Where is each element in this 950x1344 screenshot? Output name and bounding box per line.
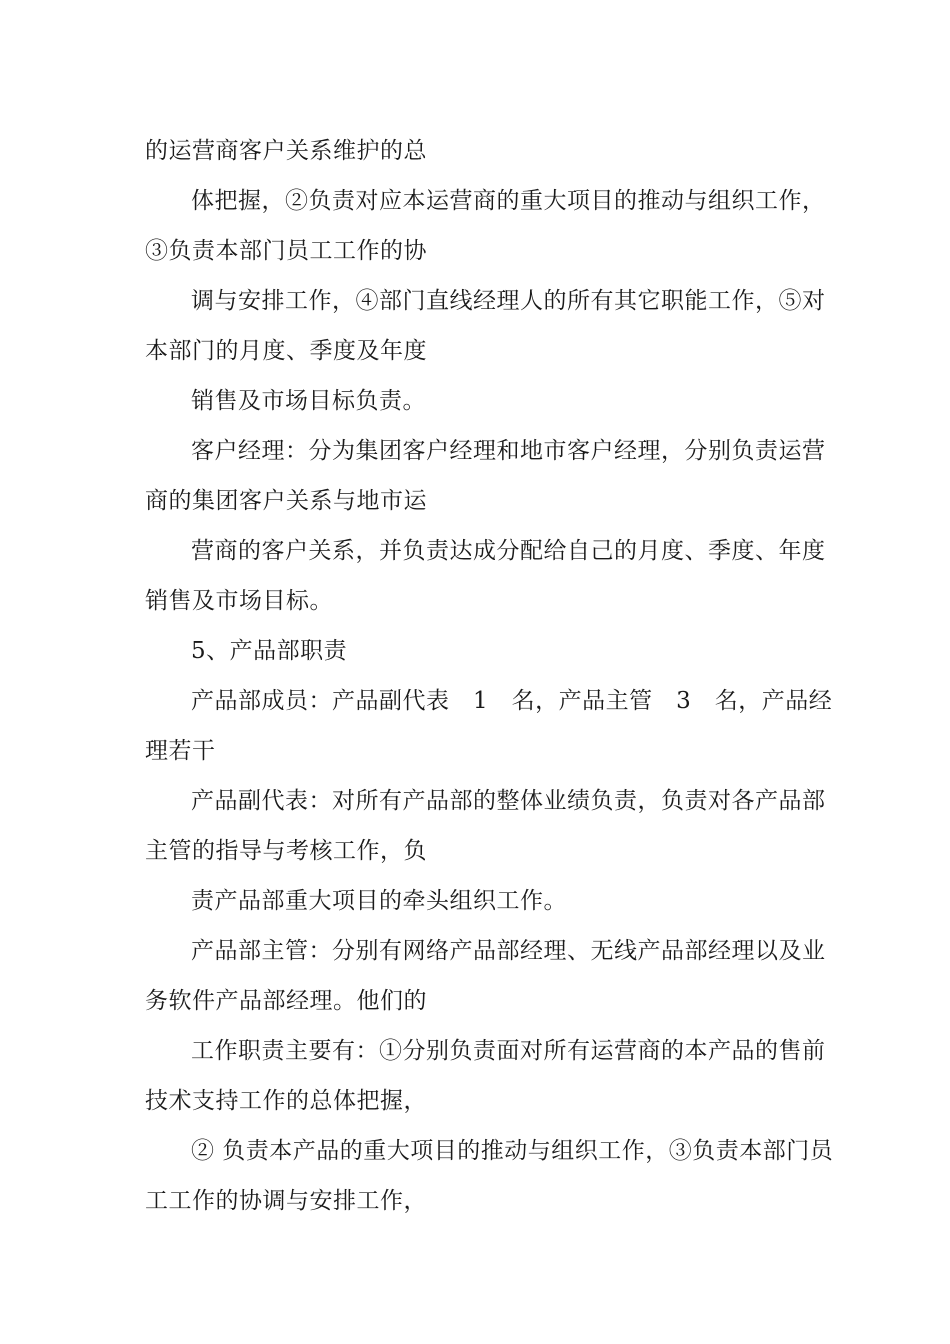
section-heading: 5、产品部职责 xyxy=(191,638,348,664)
text-line: 技术支持工作的总体把握， xyxy=(145,1088,427,1114)
text-line: 主管的指导与考核工作，负 xyxy=(145,838,427,864)
text-line: 客户经理：分为集团客户经理和地市客户经理，分别负责运营 xyxy=(191,438,826,464)
text-line: ③负责本部门员工工作的协 xyxy=(145,238,427,264)
text-line: 调与安排工作，④部门直线经理人的所有其它职能工作，⑤对 xyxy=(191,288,826,314)
text-line: 务软件产品部经理。他们的 xyxy=(145,988,427,1014)
text-line: 工工作的协调与安排工作， xyxy=(145,1188,427,1214)
text-line: 营商的客户关系，并负责达成分配给自己的月度、季度、年度 xyxy=(191,538,826,564)
text-line: 体把握，②负责对应本运营商的重大项目的推动与组织工作， xyxy=(191,188,826,214)
text-line: 责产品部重大项目的牵头组织工作。 xyxy=(191,888,567,914)
text-line: 本部门的月度、季度及年度 xyxy=(145,338,427,364)
text-line: 产品部成员：产品副代表 1 名，产品主管 3 名，产品经 xyxy=(191,688,833,714)
text-line: 销售及市场目标。 xyxy=(145,588,333,614)
text-line: 产品副代表：对所有产品部的整体业绩负责，负责对各产品部 xyxy=(191,788,826,814)
text-line: 产品部主管：分别有网络产品部经理、无线产品部经理以及业 xyxy=(191,938,826,964)
text-line: 理若干 xyxy=(145,738,216,764)
text-line: 工作职责主要有：①分别负责面对所有运营商的本产品的售前 xyxy=(191,1038,826,1064)
text-line: 的运营商客户关系维护的总 xyxy=(145,138,427,164)
text-line: 销售及市场目标负责。 xyxy=(191,388,426,414)
text-line: ② 负责本产品的重大项目的推动与组织工作，③负责本部门员 xyxy=(191,1138,834,1164)
text-line: 商的集团客户关系与地市运 xyxy=(145,488,427,514)
